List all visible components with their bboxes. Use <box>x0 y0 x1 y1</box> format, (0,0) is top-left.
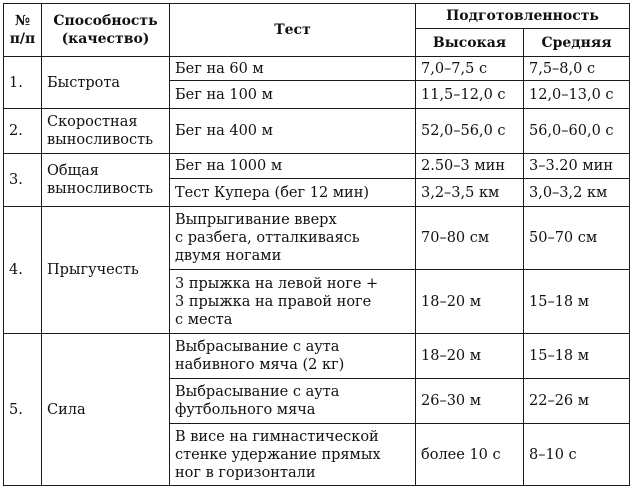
high-value: 70–80 см <box>416 207 524 270</box>
header-ability-line2: (качество) <box>61 31 150 47</box>
table-row <box>4 57 630 81</box>
row-number: 5. <box>4 334 42 486</box>
header-num-line1: № <box>14 13 31 29</box>
test-cell: Тест Купера (бег 12 мин) <box>170 179 416 207</box>
test-cell: Бег на 400 м <box>170 109 416 154</box>
table-row <box>4 334 630 379</box>
high-value: 3,2–3,5 км <box>416 179 524 207</box>
high-value: 26–30 м <box>416 379 524 424</box>
high-value: 7,0–7,5 с <box>416 57 524 81</box>
row-number: 1. <box>4 57 42 109</box>
medium-value: 7,5–8,0 с <box>524 57 630 81</box>
high-value: 18–20 м <box>416 334 524 379</box>
header-preparedness: Подготовленность <box>416 4 630 29</box>
medium-value: 56,0–60,0 с <box>524 109 630 154</box>
test-cell: Выбрасывание с аута футбольного мяча <box>170 379 416 424</box>
test-cell: Бег на 60 м <box>170 57 416 81</box>
header-high: Высокая <box>416 29 524 57</box>
medium-value: 12,0–13,0 с <box>524 81 630 109</box>
high-value: 2.50–3 мин <box>416 154 524 179</box>
row-number: 3. <box>4 154 42 207</box>
test-cell: Выбрасывание с аута набивного мяча (2 кг) <box>170 334 416 379</box>
row-number: 2. <box>4 109 42 154</box>
medium-value: 3–3.20 мин <box>524 154 630 179</box>
medium-value: 8–10 с <box>524 424 630 486</box>
test-cell: Бег на 100 м <box>170 81 416 109</box>
header-test: Тест <box>170 4 416 57</box>
test-cell: Выпрыгивание вверх с разбега, отталкиваясь двумя ногами <box>170 207 416 270</box>
test-cell: 3 прыжка на левой ноге + 3 прыжка на правой ноге с места <box>170 270 416 334</box>
row-number: 4. <box>4 207 42 334</box>
header-medium: Средняя <box>524 29 630 57</box>
ability-cell: Скоростная выносливость <box>42 109 170 154</box>
header-num <box>4 4 42 57</box>
medium-value: 15–18 м <box>524 270 630 334</box>
table-row <box>4 207 630 270</box>
medium-value: 22–26 м <box>524 379 630 424</box>
ability-cell: Быстрота <box>42 57 170 109</box>
high-value: 18–20 м <box>416 270 524 334</box>
fitness-norms-table <box>3 3 630 486</box>
table-row <box>4 109 630 154</box>
high-value: 52,0–56,0 с <box>416 109 524 154</box>
test-cell: Бег на 1000 м <box>170 154 416 179</box>
high-value: 11,5–12,0 с <box>416 81 524 109</box>
ability-cell: Сила <box>42 334 170 486</box>
ability-cell: Прыгучесть <box>42 207 170 334</box>
header-num-line2: п/п <box>9 31 36 47</box>
ability-cell: Общая выносливость <box>42 154 170 207</box>
medium-value: 15–18 м <box>524 334 630 379</box>
header-ability <box>42 4 170 57</box>
high-value: более 10 с <box>416 424 524 486</box>
medium-value: 3,0–3,2 км <box>524 179 630 207</box>
table-row <box>4 154 630 179</box>
header-ability-line1: Способность <box>53 13 158 29</box>
test-cell: В висе на гимнастической стенке удержание прямых ног в горизонтали <box>170 424 416 486</box>
medium-value: 50–70 см <box>524 207 630 270</box>
